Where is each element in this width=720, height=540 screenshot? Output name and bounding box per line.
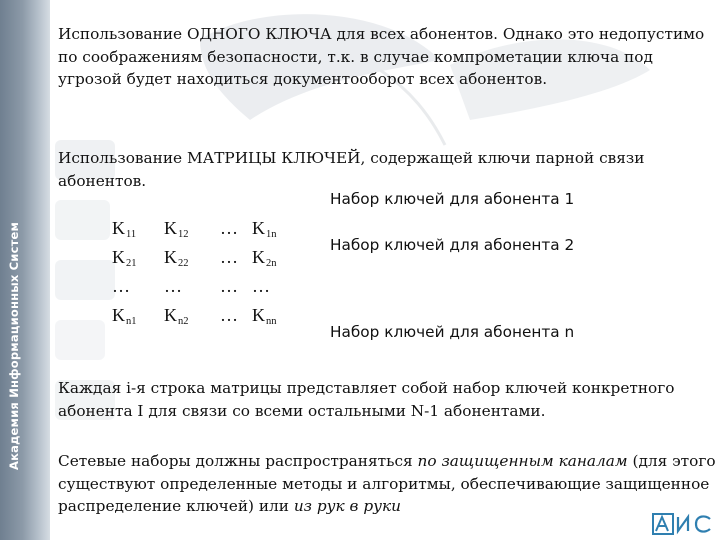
matrix-cell-symbol: K	[252, 304, 265, 325]
matrix-cell	[252, 243, 312, 272]
matrix-cell-index: 2n	[266, 257, 277, 269]
matrix-cell-symbol: …	[220, 247, 238, 267]
matrix-cell	[252, 214, 312, 243]
matrix-cell-index: 22	[178, 257, 189, 269]
matrix-cell-symbol: K	[164, 246, 177, 267]
matrix-cell-symbol: K	[112, 246, 125, 267]
matrix-cell-index: n2	[178, 315, 189, 327]
distribution-italic-channels: по защищенным каналам	[417, 452, 628, 470]
matrix-cell-symbol: K	[164, 304, 177, 325]
matrix-cell	[164, 214, 220, 243]
matrix-cell	[220, 301, 252, 330]
paragraph-row-meaning: Каждая i-я строка матрицы представляет собой набор ключей конкретного абонента I для связи со всеми остальными N-1 абонентами.	[58, 379, 675, 420]
key-set-label-1: Набор ключей для абонента 1	[330, 190, 575, 208]
distribution-italic-hands: из рук в руки	[293, 497, 401, 516]
ais-logo	[652, 511, 714, 537]
matrix-cell	[164, 301, 220, 330]
matrix-cell-symbol: …	[220, 276, 238, 296]
matrix-cell	[112, 243, 164, 272]
paragraph-distribution	[58, 450, 718, 518]
matrix-cell-index: 21	[126, 257, 137, 269]
paragraph-single-key: Использование ОДНОГО КЛЮЧА для всех абонентов. Однако это недопустимо по соображениям безопасности, т.к. в случае компрометации ключа под угрозой будет находиться документооборот всех абонентов.	[58, 25, 705, 89]
matrix-cell	[112, 214, 164, 243]
matrix-cell-index: n1	[126, 315, 137, 327]
matrix-cell	[164, 243, 220, 272]
matrix-row	[112, 301, 312, 330]
matrix-cell-symbol: K	[252, 217, 265, 238]
matrix-cell-symbol: …	[164, 276, 182, 296]
matrix-cell-symbol: K	[164, 217, 177, 238]
matrix-cell-index: 1n	[266, 228, 277, 240]
matrix-cell-symbol: …	[220, 305, 238, 325]
matrix-cell	[252, 272, 312, 301]
matrix-cell	[220, 272, 252, 301]
matrix-cell-symbol: K	[252, 246, 265, 267]
matrix-cell-index: 12	[178, 228, 189, 240]
matrix-cell	[112, 272, 164, 301]
matrix-cell-symbol: …	[112, 276, 130, 296]
key-set-label-2: Набор ключей для абонента 2	[330, 236, 575, 254]
matrix-row	[112, 272, 312, 301]
paragraph-matrix-intro: Использование МАТРИЦЫ КЛЮЧЕЙ, содержащей ключи парной связи абонентов.	[58, 149, 645, 190]
matrix-cell	[112, 301, 164, 330]
distribution-text-2: (для этого существуют определенные методы и алгоритмы, обеспечивающие защищенное распределение ключей) или	[58, 452, 716, 516]
key-matrix	[112, 214, 312, 330]
distribution-text-1: Сетевые наборы должны распространяться	[58, 452, 418, 470]
matrix-cell	[220, 214, 252, 243]
matrix-cell-index: nn	[266, 315, 277, 327]
matrix-cell-symbol: K	[112, 217, 125, 238]
sidebar-band	[0, 0, 50, 540]
matrix-cell	[220, 243, 252, 272]
matrix-cell-symbol: …	[220, 218, 238, 238]
matrix-cell-index: 11	[126, 228, 137, 240]
matrix-cell	[164, 272, 220, 301]
matrix-row	[112, 243, 312, 272]
key-set-label-n: Набор ключей для абонента n	[330, 323, 575, 341]
matrix-cell-symbol: …	[252, 276, 270, 296]
matrix-cell	[252, 301, 312, 330]
sidebar-label: Академия Информационных Систем	[7, 221, 21, 470]
matrix-row	[112, 214, 312, 243]
matrix-cell-symbol: K	[112, 304, 125, 325]
